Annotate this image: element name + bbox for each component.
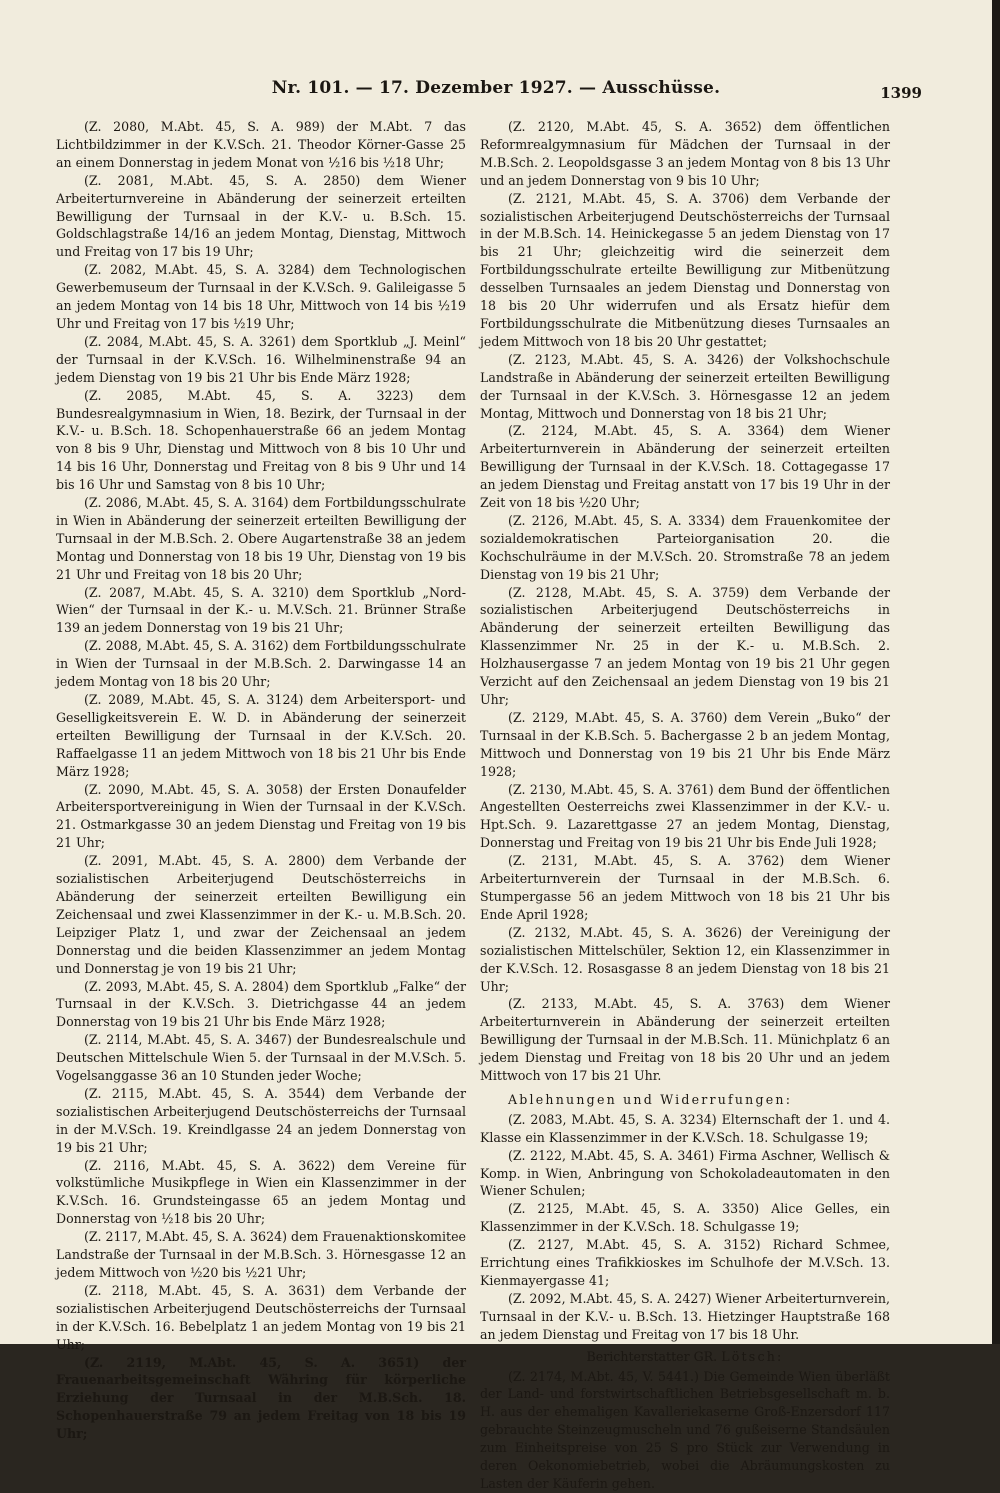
left-entry-6: (Z. 2086, M.Abt. 45, S. A. 3164) dem Fortbildungsschulrate in Wien in Abänderung der seinerzeit erteilten Bewilligung der Turnsaal in der M.B.Sch. 2. Obere Augartenstraße 38 an jedem Montag und Donnerstag von 18 bis 19 Uhr, Dienstag von 19 bis 21 Uhr und Freitag von 18 bis 20 Uhr; bbox=[56, 495, 466, 582]
right-entry-6: (Z. 2128, M.Abt. 45, S. A. 3759) dem Verbande der sozialistischen Arbeiterjugend Deutschösterreichs in Abänderung der seinerzeit erteilten Bewilligung das Klassenzimmer Nr. 25 in der K.- u. M.B.Sch. 2. Holzhausergasse 7 an jedem Montag von 19 bis 21 Uhr gegen Verzicht auf den Zeichensaal an jedem Dienstag von 19 bis 21 Uhr; bbox=[480, 584, 890, 707]
left-entry-7: (Z. 2087, M.Abt. 45, S. A. 3210) dem Sportklub „Nord-Wien“ der Turnsaal in der K.- u. M.V.Sch. 21. Brünner Straße 139 an jedem Donnerstag von 19 bis 21 Uhr; bbox=[56, 584, 466, 636]
left-entry-16: (Z. 2117, M.Abt. 45, S. A. 3624) dem Frauenaktionskomitee Landstraße der Turnsaal in der M.B.Sch. 3. Hörnesgasse 12 an jedem Mittwoch von ½20 bis ½21 Uhr; bbox=[56, 1229, 466, 1280]
ablehnung-entry-4: (Z. 2127, M.Abt. 45, S. A. 3152) Richard Schmee, Errichtung eines Trafikkioskes im Schulhofe der M.V.Sch. 13. Kienmayergasse 41; bbox=[480, 1237, 890, 1288]
ablehnung-entry-1: (Z. 2083, M.Abt. 45, S. A. 3234) Elternschaft der 1. und 4. Klasse ein Klassenzimmer in der K.V.Sch. 18. Schulgasse 19; bbox=[480, 1111, 890, 1145]
right-entry-5: (Z. 2126, M.Abt. 45, S. A. 3334) dem Frauenkomitee der sozialdemokratischen Parteiorganisation 20. die Kochschulräume in der M.V.Sch. 20. Stromstraße 78 an jedem Dienstag von 19 bis 21 Uhr; bbox=[480, 512, 890, 582]
left-entry-2: (Z. 2081, M.Abt. 45, S. A. 2850) dem Wiener Arbeiterturnvereine in Abänderung der seinerzeit erteilten Bewilligung der Turnsaal in der K.V.- u. B.Sch. 15. Goldschlagstraße 14/16 an jedem Montag, Dienstag, Mittwoch und Freitag von 17 bis 19 Uhr; bbox=[56, 172, 466, 260]
page-header bbox=[0, 74, 992, 102]
page-number: 1399 bbox=[880, 84, 922, 102]
right-entry-4: (Z. 2124, M.Abt. 45, S. A. 3364) dem Wiener Arbeiterturnverein in Abänderung der seinerzeit erteilten Bewilligung der Turnsaal in der K.V.Sch. 18. Cottagegasse 17 an jedem Dienstag und Freitag anstatt von 17 bis 19 Uhr in der Zeit von 18 bis ½20 Uhr; bbox=[480, 423, 890, 511]
right-entry-1: (Z. 2120, M.Abt. 45, S. A. 3652) dem öffentlichen Reformrealgymnasium für Mädchen der Turnsaal in der M.B.Sch. 2. Leopoldsgasse 3 an jedem Montag von 8 bis 13 Uhr und an jedem Donnerstag von 9 bis 10 Uhr; bbox=[480, 119, 890, 188]
left-entry-14: (Z. 2115, M.Abt. 45, S. A. 3544) dem Verbande der sozialistischen Arbeiterjugend Deutschösterreichs der Turnsaal in der M.V.Sch. 19. Kreindlgasse 24 an jedem Donnerstag von 19 bis 21 Uhr; bbox=[56, 1085, 466, 1155]
right-entry-11: (Z. 2133, M.Abt. 45, S. A. 3763) dem Wiener Arbeiterturnverein in Abänderung der seinerzeit erteilten Bewilligung der Turnsaal in der M.B.Sch. 11. Münichplatz 6 an jedem Dienstag und Freitag von 18 bis 20 Uhr und an jedem Mittwoch von 17 bis 21 Uhr. bbox=[480, 996, 890, 1084]
right-entry-8: (Z. 2130, M.Abt. 45, S. A. 3761) dem Bund der öffentlichen Angestellten Oesterreichs zwei Klassenzimmer in der K.V.- u. Hpt.Sch. 9. Lazarettgasse 27 an jedem Montag, Dienstag, Donnerstag und Freitag von 19 bis 21 Uhr bis Ende Juli 1928; bbox=[480, 781, 890, 851]
reporter-name: Lötsch: bbox=[721, 1348, 784, 1364]
reporter-prefix: Berichterstatter GR. bbox=[586, 1348, 718, 1364]
right-entry-3: (Z. 2123, M.Abt. 45, S. A. 3426) der Volkshochschule Landstraße in Abänderung der seinerzeit erteilten Bewilligung der Turnsaal in der K.V.Sch. 3. Hörnesgasse 12 an jedem Montag, Mittwoch und Donnerstag von 18 bis 21 Uhr; bbox=[480, 351, 890, 421]
right-entry-2: (Z. 2121, M.Abt. 45, S. A. 3706) dem Verbande der sozialistischen Arbeiterjugend Deutschösterreichs der Turnsaal in der M.B.Sch. 14. Heinickegasse 5 an jedem Dienstag von 17 bis 21 Uhr; gleichzeitig wird die seinerzeit dem Fortbildungsschulrate erteilte Bewilligung zur Mitbenützung desselben Turnsaales an jedem Dienstag und Donnerstag von 18 bis 20 Uhr widerrufen und als Ersatz hiefür dem Fortbildungsschulrate die Mitbenützung dieses Turnsaales an jedem Mittwoch von 18 bis 20 Uhr gestattet; bbox=[480, 190, 890, 349]
ablehnung-entry-2: (Z. 2122, M.Abt. 45, S. A. 3461) Firma Aschner, Wellisch & Komp. in Wien, Anbringung von Schokoladeautomaten in den Wiener Schulen; bbox=[480, 1147, 890, 1199]
left-entry-5: (Z. 2085, M.Abt. 45, S. A. 3223) dem Bundesrealgymnasium in Wien, 18. Bezirk, der Turnsaal in der K.V.- u. B.Sch. 18. Schopenhauerstraße 66 an jedem Montag von 8 bis 9 Uhr, Dienstag und Mittwoch von 8 bis 10 Uhr und 14 bis 16 Uhr, Donnerstag und Freitag von 8 bis 9 Uhr und 14 bis 16 Uhr und Samstag von 8 bis 10 Uhr; bbox=[56, 387, 466, 493]
right-column bbox=[480, 118, 890, 1493]
left-entry-3: (Z. 2082, M.Abt. 45, S. A. 3284) dem Technologischen Gewerbemuseum der Turnsaal in der K.V.Sch. 9. Galileigasse 5 an jedem Montag von 14 bis 18 Uhr, Mittwoch von 14 bis ½19 Uhr und Freitag von 17 bis ½19 Uhr; bbox=[56, 262, 466, 331]
right-entry-10: (Z. 2132, M.Abt. 45, S. A. 3626) der Vereinigung der sozialistischen Mittelschüler, Sektion 12, ein Klassenzimmer in der K.V.Sch. 12. Rosasgasse 8 an jedem Dienstag von 18 bis 21 Uhr; bbox=[480, 924, 890, 994]
reporter-entry-1: (Z. 2174, M.Abt. 45, V. 5441.) Die Gemeinde Wien überläßt der Land- und forstwirtschaftlichen Betriebsgesellschaft m. b. H. aus der ehemaligen Kavalleriekaserne Groß-Enzersdorf 117 gebrauchte Steinzeugmuscheln und 76 gußeiserne Standsäulen zum Einheitspreise von 25 S pro Stück zur Verwendung in deren Oekonomiebetrieb, wobei die Abräumungskosten zu Lasten der Käuferin gehen. bbox=[480, 1368, 890, 1491]
section-heading-ablehnungen: Ablehnungen und Widerrufungen: bbox=[508, 1091, 793, 1107]
page-edge bbox=[992, 0, 1000, 1344]
left-entry-17: (Z. 2118, M.Abt. 45, S. A. 3631) dem Verbande der sozialistischen Arbeiterjugend Deutschösterreichs der Turnsaal in der K.V.Sch. 16. Bebelplatz 1 an jedem Montag von 19 bis 21 Uhr; bbox=[56, 1282, 466, 1352]
left-entry-13: (Z. 2114, M.Abt. 45, S. A. 3467) der Bundesrealschule und Deutschen Mittelschule Wien 5. der Turnsaal in der M.V.Sch. 5. Vogelsanggasse 36 an 10 Stunden jeder Woche; bbox=[56, 1032, 466, 1084]
ablehnung-entry-3: (Z. 2125, M.Abt. 45, S. A. 3350) Alice Gelles, ein Klassenzimmer in der K.V.Sch. 18. Schulgasse 19; bbox=[480, 1201, 890, 1235]
left-column bbox=[56, 118, 466, 1443]
reporter-heading bbox=[480, 1348, 890, 1366]
left-entry-10: (Z. 2090, M.Abt. 45, S. A. 3058) der Ersten Donaufelder Arbeitersportvereinigung in Wien der Turnsaal in der K.V.Sch. 21. Ostmarkgasse 30 an jedem Dienstag und Freitag von 19 bis 21 Uhr; bbox=[56, 781, 466, 851]
left-entry-11: (Z. 2091, M.Abt. 45, S. A. 2800) dem Verbande der sozialistischen Arbeiterjugend Deutschösterreichs in Abänderung der seinerzeit erteilten Bewilligung ein Zeichensaal und zwei Klassenzimmer in der K.- u. M.B.Sch. 20. Leipziger Platz 1, und zwar der Zeichensaal an jedem Donnerstag und die beiden Klassenzimmer an jedem Montag und Donnerstag je von 19 bis 21 Uhr; bbox=[56, 853, 466, 976]
left-entry-8: (Z. 2088, M.Abt. 45, S. A. 3162) dem Fortbildungsschulrate in Wien der Turnsaal in der M.B.Sch. 2. Darwingasse 14 an jedem Montag von 18 bis 20 Uhr; bbox=[56, 638, 466, 690]
header-title: Nr. 101. — 17. Dezember 1927. — Ausschüsse. bbox=[271, 78, 721, 98]
left-entry-9: (Z. 2089, M.Abt. 45, S. A. 3124) dem Arbeitersport- und Geselligkeitsverein E. W. D. in Abänderung der seinerzeit erteilten Bewilligung der Turnsaal in der K.V.Sch. 20. Raffaelgasse 11 an jedem Mittwoch von 18 bis 21 Uhr bis Ende März 1928; bbox=[56, 692, 466, 779]
left-entry-15: (Z. 2116, M.Abt. 45, S. A. 3622) dem Vereine für volkstümliche Musikpflege in Wien ein Klassenzimmer in der K.V.Sch. 16. Grundsteingasse 65 an jedem Montag und Donnerstag von ½18 bis 20 Uhr; bbox=[56, 1157, 466, 1227]
left-entry-18: (Z. 2119, M.Abt. 45, S. A. 3651) der Frauenarbeitsgemeinschaft Währing für körperliche Erziehung der Turnsaal in der M.B.Sch. 18. Schopenhauerstraße 79 an jedem Freitag von 18 bis 19 Uhr; bbox=[56, 1354, 466, 1442]
left-entry-1: (Z. 2080, M.Abt. 45, S. A. 989) der M.Abt. 7 das Lichtbildzimmer in der K.V.Sch. 21. Theodor Körner-Gasse 25 an einem Donnerstag in jedem Monat von ½16 bis ½18 Uhr; bbox=[56, 119, 466, 170]
right-entry-9: (Z. 2131, M.Abt. 45, S. A. 3762) dem Wiener Arbeiterturnverein der Turnsaal in der M.B.Sch. 6. Stumpergasse 56 an jedem Mittwoch von 18 bis 21 Uhr bis Ende April 1928; bbox=[480, 853, 890, 922]
left-entry-4: (Z. 2084, M.Abt. 45, S. A. 3261) dem Sportklub „J. Meinl“ der Turnsaal in der K.V.Sch. 16. Wilhelminenstraße 94 an jedem Dienstag von 19 bis 21 Uhr bis Ende März 1928; bbox=[56, 333, 466, 385]
left-entry-12: (Z. 2093, M.Abt. 45, S. A. 2804) dem Sportklub „Falke“ der Turnsaal in der K.V.Sch. 3. Dietrichgasse 44 an jedem Donnerstag von 19 bis 21 Uhr bis Ende März 1928; bbox=[56, 978, 466, 1030]
right-entry-7: (Z. 2129, M.Abt. 45, S. A. 3760) dem Verein „Buko“ der Turnsaal in der K.B.Sch. 5. Bachergasse 2 b an jedem Montag, Mittwoch und Donnerstag von 19 bis 21 Uhr bis Ende März 1928; bbox=[480, 709, 890, 779]
ablehnung-entry-5: (Z. 2092, M.Abt. 45, S. A. 2427) Wiener Arbeiterturnverein, Turnsaal in der K.V.- u. B.Sch. 13. Hietzinger Hauptstraße 168 an jedem Dienstag und Freitag von 17 bis 18 Uhr. bbox=[480, 1290, 890, 1342]
